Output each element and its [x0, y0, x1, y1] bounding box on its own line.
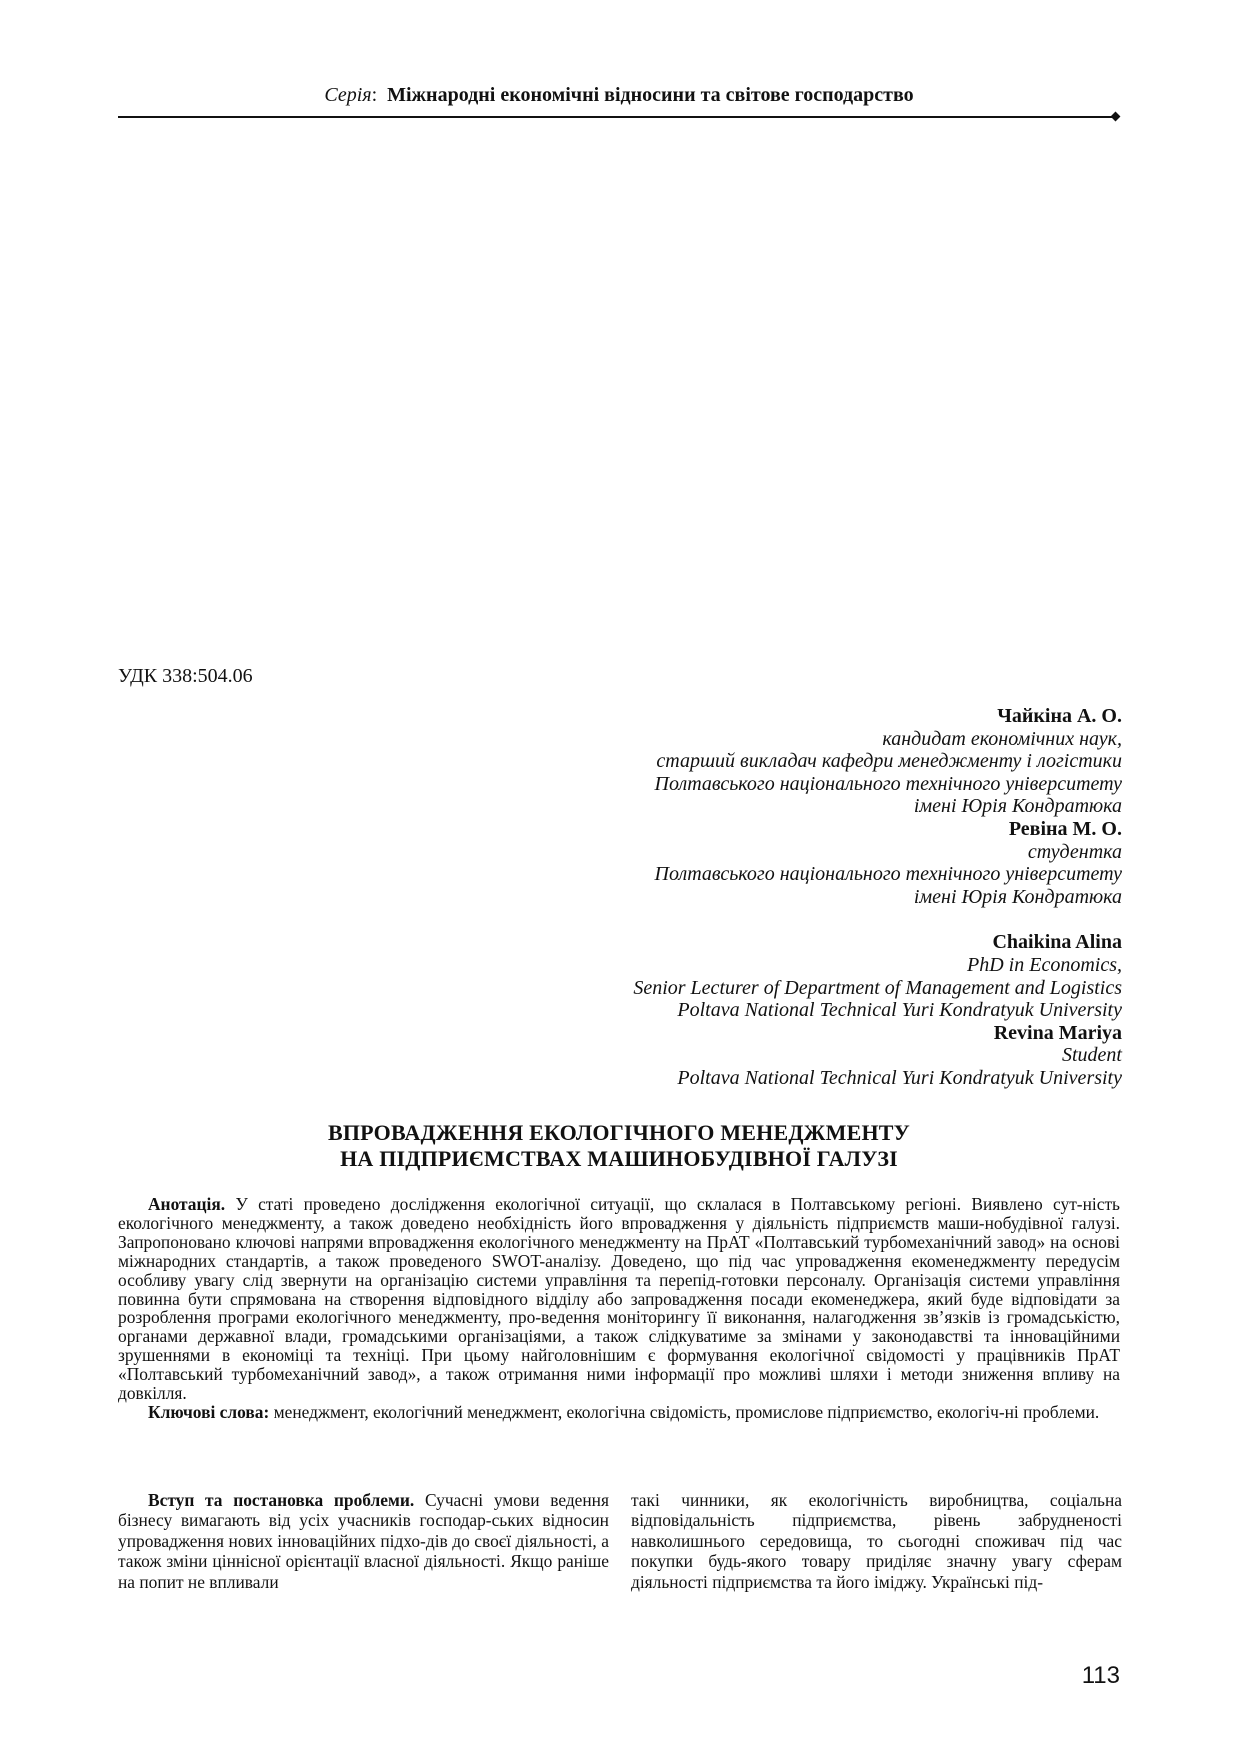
author-affiliation-line: Полтавського національного технічного університету: [654, 863, 1122, 886]
author-name: Чайкіна А. О.: [997, 705, 1122, 727]
author-affiliation-line: імені Юрія Кондратюка: [913, 885, 1122, 908]
author-name-en: Chaikina Alina: [992, 931, 1122, 954]
author-affiliation-line: Полтавського національного технічного університету: [654, 772, 1122, 795]
article-title: [118, 1120, 1120, 1172]
body-paragraph: [118, 1490, 609, 1592]
author-name-en: Revina Mariya: [993, 1021, 1122, 1044]
udc-code: УДК 338:504.06: [118, 665, 253, 687]
author-affiliation-line-en: Student: [1062, 1044, 1122, 1067]
body-text-right: такі чинники, як екологічність виробництва, соціальна відповідальність підприємства, рівень забрудненості навколишнього середовища, то сьогодні споживач під час покупки будь-якого товару приділяє значну увагу сферам діяльності підприємства та його іміджу. Українські під-: [631, 1490, 1122, 1592]
abstract-label: Анотація.: [148, 1194, 226, 1214]
body-text-left: Сучасні умови ведення бізнесу вимагають від усіх учасників господар-ських відносин упровадження нових інноваційних підхо-дів до своєї діяльності, а також зміни ціннісної орієнтації власної діяльності. Якщо раніше на попит не впливали: [118, 1490, 609, 1592]
keywords-text: менеджмент, екологічний менеджмент, екологічна свідомість, промислове підприємство, екологіч-ні проблеми.: [273, 1401, 1100, 1422]
author-affiliation-line-en: Poltava National Technical Yuri Kondratyuk University: [677, 999, 1122, 1022]
abstract-block: [118, 1195, 1120, 1422]
author-affiliation-line: кандидат економічних наук,: [882, 727, 1122, 750]
body-column-right: [631, 1490, 1122, 1592]
author-name: Ревіна М. О.: [1008, 817, 1122, 840]
author-affiliation-line-en: Poltava National Technical Yuri Kondratyuk University: [677, 1066, 1122, 1089]
running-header: [118, 84, 1120, 106]
body-paragraph: [631, 1490, 1122, 1592]
body-column-left: [118, 1490, 609, 1592]
abstract-paragraph: [118, 1195, 1120, 1403]
author-affiliation-line: старший викладач кафедри менеджменту і логістики: [656, 750, 1122, 773]
header-rule: [118, 116, 1116, 118]
page-number: 113: [1081, 1662, 1120, 1689]
author-block-spacer: [422, 908, 1122, 931]
author-affiliation-line: студентка: [1027, 840, 1122, 863]
header-rule-end-marker: [1111, 112, 1121, 122]
keywords-paragraph: [118, 1403, 1120, 1422]
article-title-line: НА ПІДПРИЄМСТВАХ МАШИНОБУДІВНОЇ ГАЛУЗІ: [340, 1146, 898, 1171]
series-title: Міжнародні економічні відносини та світове господарство: [387, 84, 914, 106]
article-title-line: ВПРОВАДЖЕННЯ ЕКОЛОГІЧНОГО МЕНЕДЖМЕНТУ: [327, 1120, 911, 1145]
series-label: Серія: [324, 84, 372, 106]
abstract-text: У статі проведено дослідження екологічної ситуації, що склалася в Полтавському регіоні. Виявлено сут-ність екологічного менеджменту, а також доведено необхідність його впровадження у діяльність підприємств маши-нобудівної галузі. Запропоновано ключові напрями впровадження екологічного менеджменту на ПрАТ «Полтавський турбомеханічний завод» на основі міжнародних стандартів, а також проведеного SWOT-аналізу. Доведено, що під час упровадження екоменеджменту передусім особливу увагу слід звернути на організацію системи управління та перепід-готовки персоналу. Організація системи управління повинна бути спрямована на створення відповідного відділу або запровадження посади екоменеджера, який буде відповідати за розроблення програми екологічного менеджменту, про-ведення моніторингу її виконання, налагодження зв’язків із громадськістю, органами державної влади, громадськими організаціями, а також слідкуватиме за змінами у законодавстві та інноваційними зрушеннями в економіці та техніці. При цьому найголовнішим є формування екологічної свідомості у працівників ПрАТ «Полтавський турбомеханічний завод», а також отримання ними інформації про можливі шляхи і методи зниження впливу на довкілля.: [118, 1194, 1120, 1404]
section-heading-intro: Вступ та постановка проблеми.: [148, 1490, 415, 1510]
series-colon: :: [371, 84, 388, 106]
author-block: [422, 705, 1122, 1090]
author-affiliation-line-en: Senior Lecturer of Department of Management and Logistics: [633, 976, 1122, 999]
keywords-label: Ключові слова:: [148, 1401, 270, 1422]
author-affiliation-line: імені Юрія Кондратюка: [913, 795, 1122, 818]
author-affiliation-line-en: PhD in Economics,: [967, 953, 1122, 976]
